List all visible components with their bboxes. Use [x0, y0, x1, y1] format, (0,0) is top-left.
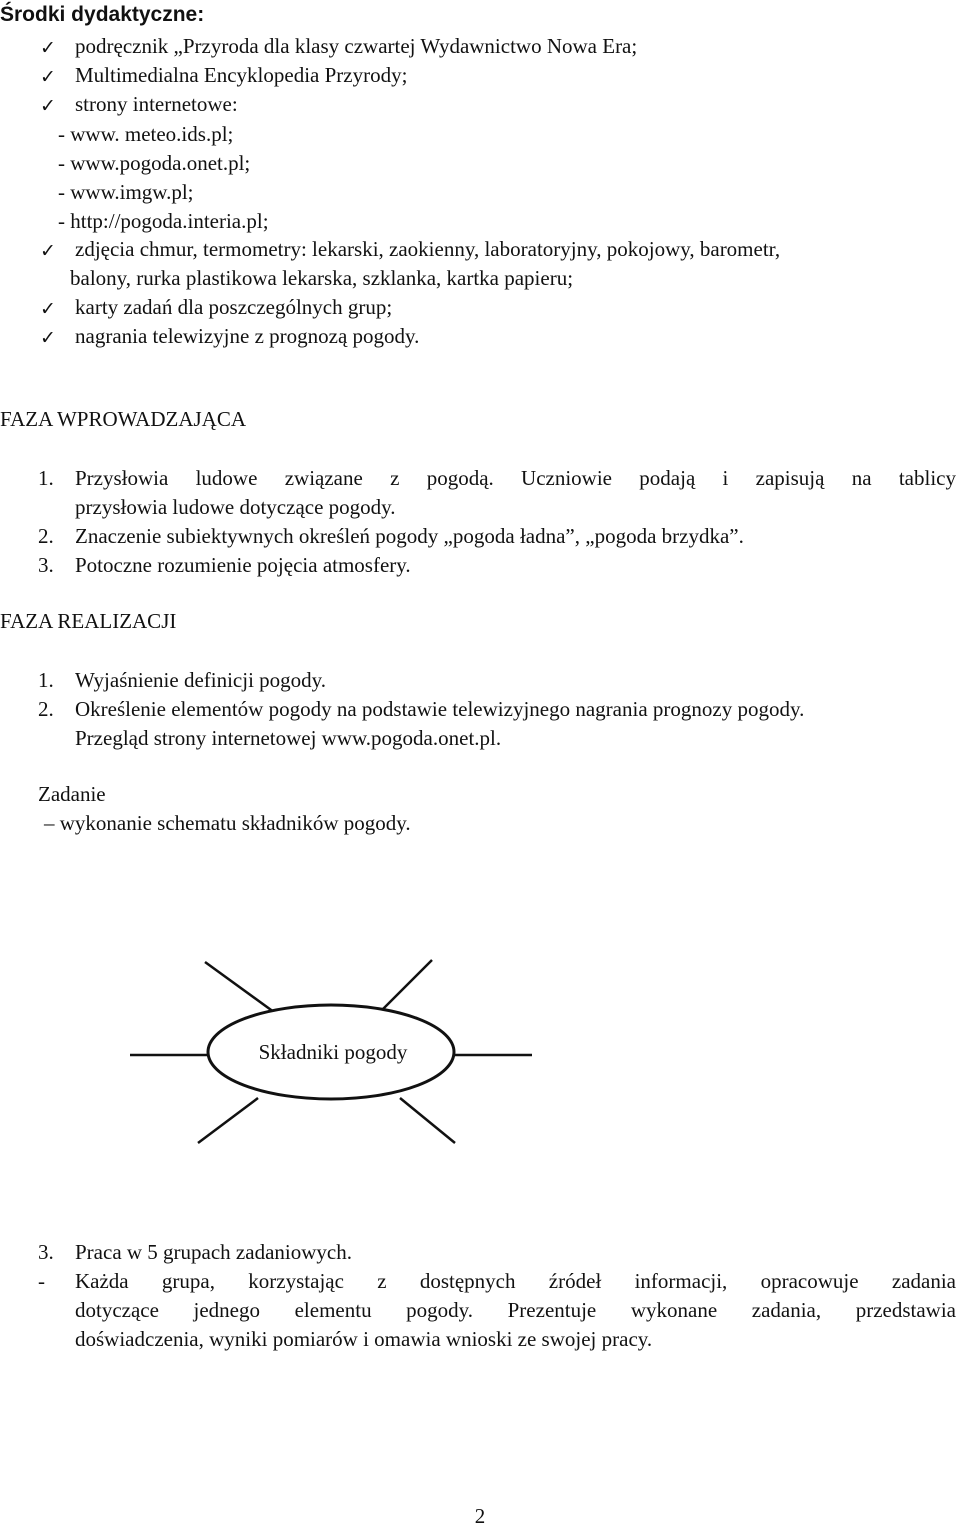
- item-number: 3.: [38, 1240, 54, 1264]
- item-text: Określenie elementów pogody na podstawie telewizyjnego nagrania prognozy pogody.: [75, 697, 805, 721]
- checkmark-icon: ✓: [40, 327, 56, 349]
- item-number: 2.: [38, 524, 54, 548]
- list-item: zdjęcia chmur, termometry: lekarski, zaokienny, laboratoryjny, pokojowy, barometr,: [75, 237, 781, 261]
- item-text-continuation: przysłowia ludowe dotyczące pogody.: [75, 495, 396, 519]
- paragraph-line: Każda grupa, korzystając z dostępnych źródeł informacji, opracowuje zadania: [75, 1269, 956, 1293]
- web-link: - www. meteo.ids.pl;: [58, 122, 234, 146]
- list-item-continuation: balony, rurka plastikowa lekarska, szklanka, kartka papieru;: [70, 266, 574, 290]
- item-number: 3.: [38, 553, 54, 577]
- list-item: nagrania telewizyjne z prognozą pogody.: [75, 324, 420, 348]
- item-number: 1.: [38, 466, 54, 490]
- item-number: 2.: [38, 697, 54, 721]
- list-item: karty zadań dla poszczególnych grup;: [75, 295, 393, 319]
- list-item: strony internetowe:: [75, 92, 238, 116]
- phase-heading: FAZA WPROWADZAJĄCA: [0, 407, 246, 431]
- list-item: podręcznik „Przyroda dla klasy czwartej Wydawnictwo Nowa Era;: [75, 34, 638, 58]
- page-number: 2: [474, 1504, 486, 1528]
- checkmark-icon: ✓: [40, 95, 56, 117]
- item-text-continuation: Przegląd strony internetowej www.pogoda.onet.pl.: [75, 726, 502, 750]
- item-text: Praca w 5 grupach zadaniowych.: [75, 1240, 352, 1264]
- diagram-branch-line: [205, 962, 278, 1015]
- checkmark-icon: ✓: [40, 298, 56, 320]
- item-text: Wyjaśnienie definicji pogody.: [75, 668, 327, 692]
- web-link: - http://pogoda.interia.pl;: [58, 209, 269, 233]
- diagram-branch-line: [400, 1098, 455, 1143]
- paragraph-line: dotyczące jednego elementu pogody. Prezentuje wykonane zadania, przedstawia: [75, 1298, 956, 1322]
- checkmark-icon: ✓: [40, 240, 56, 262]
- item-text: Znaczenie subiektywnych określeń pogody „pogoda ładna”, „pogoda brzydka”.: [75, 524, 744, 548]
- task-label: Zadanie: [38, 782, 106, 806]
- web-link: - www.pogoda.onet.pl;: [58, 151, 251, 175]
- item-text: Przysłowia ludowe związane z pogodą. Uczniowie podają i zapisują na tablicy: [75, 466, 956, 490]
- phase-heading: FAZA REALIZACJI: [0, 609, 177, 633]
- checkmark-icon: ✓: [40, 37, 56, 59]
- task-description: – wykonanie schematu składników pogody.: [44, 811, 411, 835]
- section-title: Środki dydaktyczne:: [0, 3, 205, 26]
- diagram-center-label: Składniki pogody: [258, 1040, 408, 1064]
- diagram-branch-line: [198, 1098, 258, 1143]
- components-diagram: [0, 940, 960, 1180]
- item-number: 1.: [38, 668, 54, 692]
- dash-bullet: -: [38, 1269, 45, 1293]
- checkmark-icon: ✓: [40, 66, 56, 88]
- item-text: Potoczne rozumienie pojęcia atmosfery.: [75, 553, 411, 577]
- paragraph-line: doświadczenia, wyniki pomiarów i omawia wnioski ze swojej pracy.: [75, 1327, 653, 1351]
- web-link: - www.imgw.pl;: [58, 180, 194, 204]
- list-item: Multimedialna Encyklopedia Przyrody;: [75, 63, 408, 87]
